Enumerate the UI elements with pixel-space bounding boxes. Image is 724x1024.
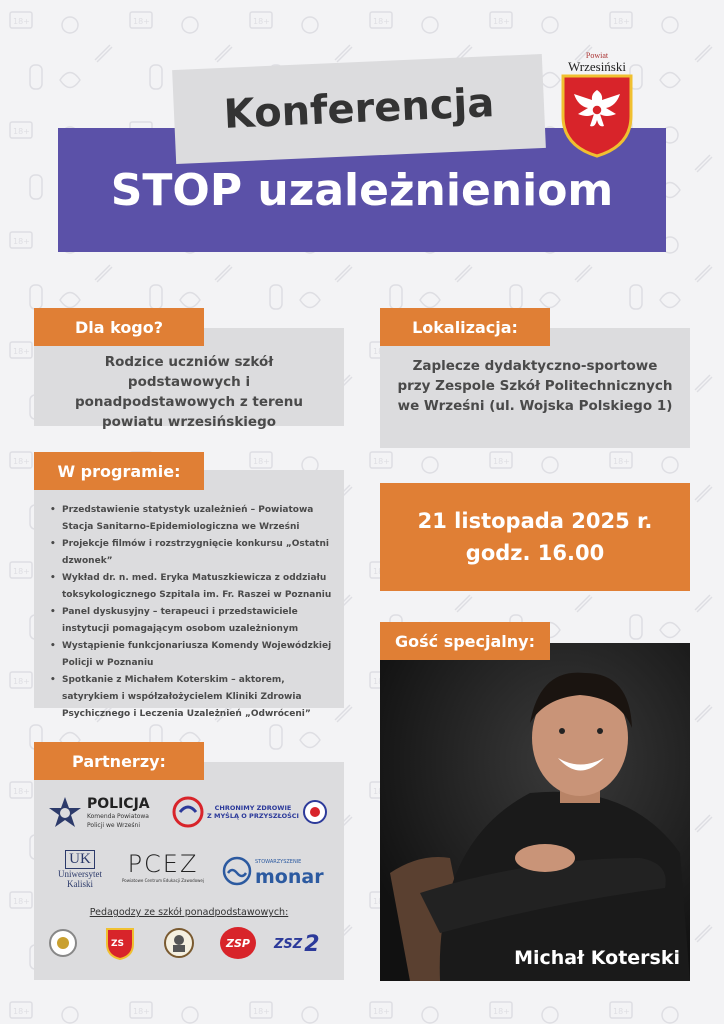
zsz-number: 2 [304, 931, 320, 957]
partners-label: Partnerzy: [34, 742, 204, 780]
eagle-shield-icon [555, 72, 639, 158]
header-subtitle-banner [172, 54, 546, 164]
chronimy-zdrowie-logo [172, 792, 332, 832]
chronimy-emblem-icon [172, 796, 204, 828]
school-logo-3-icon [162, 927, 196, 959]
monar-name: monar [255, 865, 324, 888]
pcez-mark: PCEZ [127, 850, 199, 878]
monar-logo [222, 854, 334, 888]
program-item: • Panel dyskusyjny – terapeuci i przedstawiciele instytucji pomagającym osobom uzależnionym [50, 604, 332, 638]
guest-photo [380, 643, 690, 981]
date-box [380, 483, 690, 591]
zsz-text: ZSZ [274, 936, 303, 952]
program-list [34, 470, 344, 723]
audience-text: Rodzice uczniów szkół podstawowych i ponadpodstawowych z terenu powiatu wrzesińskiego [74, 354, 304, 430]
audience-label: Dla kogo? [34, 308, 204, 346]
monar-wave-icon [222, 856, 252, 886]
chronimy-line1: CHRONIMY ZDROWIE [214, 804, 292, 812]
school-logo-1-icon [48, 928, 78, 958]
policja-line2: Policji we Wrześni [87, 822, 141, 829]
location-text: Zaplecze dydaktyczno-sportowe przy Zespole Szkół Politechnicznych we Wrześni (ul. Wojska Polskiego 1) [397, 358, 673, 414]
svg-text:ZS: ZS [111, 939, 125, 949]
program-item: • Projekcje filmów i rozstrzygnięcie konkursu „Ostatni dzwonek” [50, 536, 332, 570]
conference-title: STOP uzależnieniom [110, 165, 614, 216]
school-logo-zsp [220, 927, 256, 959]
program-item: • Przedstawienie statystyk uzależnień – Powiatowa Stacja Sanitarno-Epidemiologiczna we Wrześni [50, 502, 332, 536]
guest-label: Gość specjalny: [380, 622, 550, 660]
county-crest [555, 48, 639, 160]
zsp-text: ZSP [226, 936, 250, 950]
uk-line2: Kaliski [67, 879, 93, 889]
location-label: Lokalizacja: [380, 308, 550, 346]
uk-line1: Uniwersytet [58, 869, 102, 879]
pcez-sub: Powiatowe Centrum Edukacji Zawodowej [122, 878, 205, 883]
program-item: • Spotkanie z Michałem Koterskim – aktorem, satyrykiem i współzałożycielem Kliniki Zdrowia Psychicznego i Leczenia Uzależnień „Odwróceni” [50, 672, 332, 723]
monar-small: STOWARZYSZENIE [255, 858, 302, 865]
uk-mark: UK [65, 850, 95, 869]
sanepid-seal-icon [302, 799, 328, 825]
guest-name: Michał Koterski [514, 947, 680, 969]
program-label: W programie: [34, 452, 204, 490]
police-star-icon [48, 796, 82, 830]
policja-name: POLICJA [87, 796, 150, 812]
location-box [380, 328, 690, 448]
program-item: • Wystąpienie funkcjonariusza Komendy Wojewódzkiej Policji w Poznaniu [50, 638, 332, 672]
school-logo-zsz2 [274, 930, 330, 958]
crest-caption-small: Powiat [585, 51, 609, 60]
program-item: • Wykład dr. n. med. Eryka Matuszkiewicza z oddziału toksykologicznego Szpitala im. Fr. Raszei w Poznaniu [50, 570, 332, 604]
guest-portrait-illustration [380, 643, 690, 981]
event-date: 21 listopada 2025 r. [417, 509, 653, 533]
school-logo-2-icon [104, 926, 136, 960]
partners-box [34, 762, 344, 980]
event-time: godz. 16.00 [465, 541, 605, 565]
conference-label: Konferencja [222, 80, 496, 138]
program-box [34, 470, 344, 719]
schools-caption: Pedagodzy ze szkół ponadpodstawowych: [89, 907, 289, 918]
crest-caption: Wrzesiński [568, 59, 626, 74]
pcez-logo [122, 850, 204, 890]
policja-logo [48, 788, 168, 838]
policja-line1: Komenda Powiatowa [87, 813, 149, 820]
uniwersytet-kaliski-logo [50, 848, 110, 898]
chronimy-line2: Z MYŚLĄ O PRZYSZŁOŚCI [207, 812, 299, 820]
